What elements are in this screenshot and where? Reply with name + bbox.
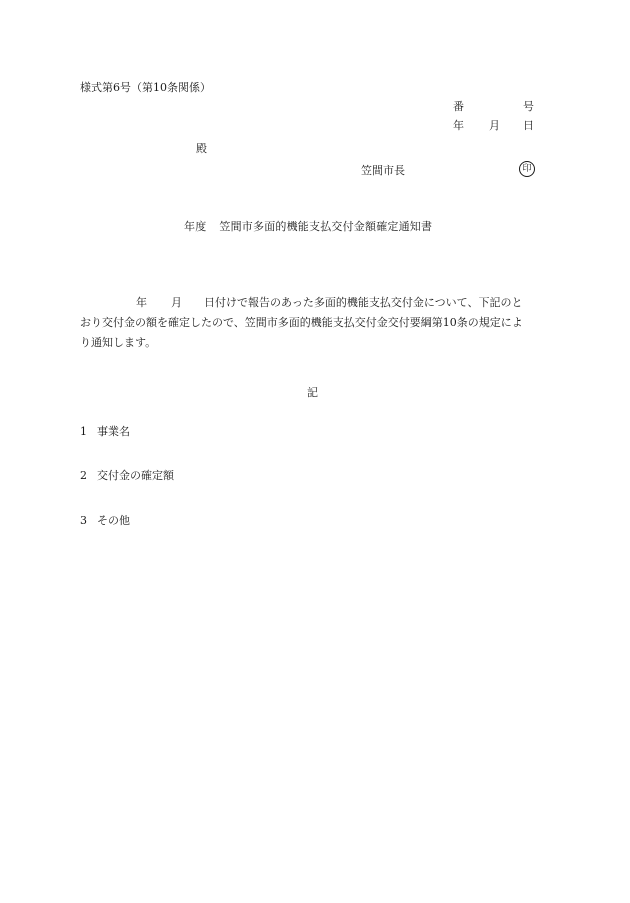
- item-number: 2: [80, 469, 87, 482]
- notice-body: [80, 293, 550, 353]
- item-label: 交付金の確定額: [97, 469, 174, 482]
- seal-stamp-icon: 印: [519, 161, 535, 177]
- body-line-1: [80, 293, 550, 313]
- number-label-go: 号: [523, 100, 534, 113]
- list-item: [80, 425, 130, 439]
- sender-name: 笠間市長: [361, 164, 405, 177]
- title-year-label: 年度: [184, 220, 207, 233]
- body-line-1-text: 日付けで報告のあった多面的機能支払交付金について、下記のと: [204, 296, 523, 309]
- date-year-label: 年: [453, 119, 464, 132]
- date-month-label: 月: [489, 119, 500, 132]
- ki-heading: 記: [307, 386, 318, 399]
- item-label: その他: [97, 514, 130, 527]
- body-month: 月: [171, 296, 182, 309]
- body-year: 年: [136, 296, 147, 309]
- body-line-3: り通知します。: [80, 336, 157, 349]
- addressee-honorific: 殿: [196, 142, 207, 155]
- item-label: 事業名: [97, 425, 130, 438]
- item-number: 3: [80, 514, 87, 527]
- number-label-ban: 番: [453, 100, 464, 113]
- item-number: 1: [80, 425, 87, 438]
- date-day-label: 日: [523, 119, 534, 132]
- document-title: [184, 220, 432, 234]
- list-item: [80, 514, 130, 528]
- list-item: [80, 469, 174, 483]
- title-text: 笠間市多面的機能支払交付金額確定通知書: [219, 220, 433, 233]
- form-number: 様式第6号（第10条関係）: [80, 81, 211, 94]
- body-line-2: おり交付金の額を確定したので、笠間市多面的機能支払交付金交付要綱第10条の規定によ: [80, 316, 523, 329]
